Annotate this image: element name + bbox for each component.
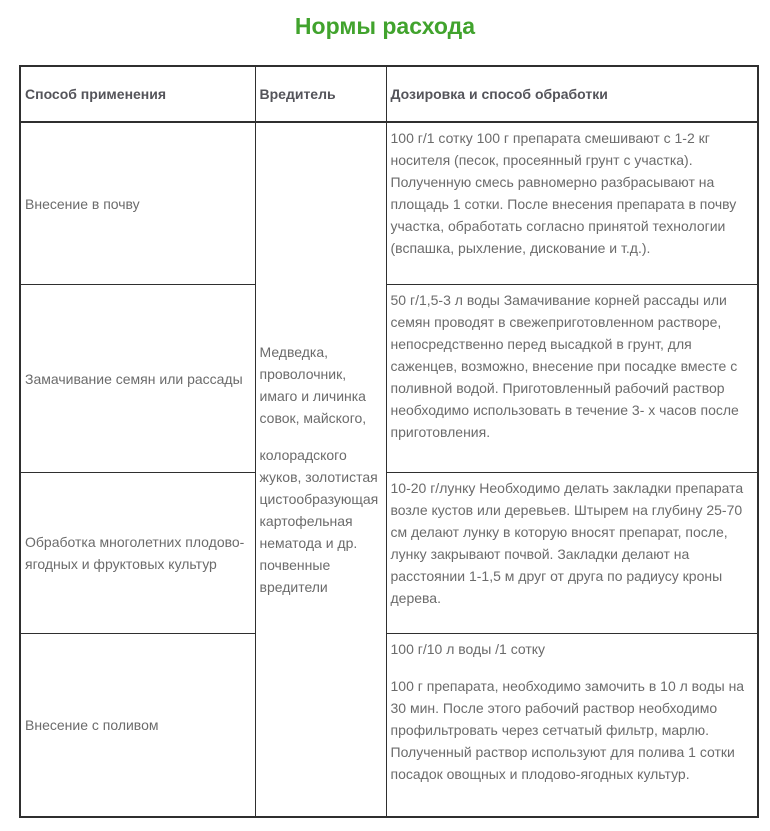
pest-paragraph: колорадского жуков, золотистая цистообразующая картофельная нематода и др. почвенные вредители bbox=[259, 447, 379, 595]
dosage-paragraph: 50 г/1,5-3 л воды Замачивание корней рассады или семян проводят в свежеприготовленном растворе, непосредственно перед высадкой в грунт, для саженцев, возможно, внесение при посадке вместе с поливной водой. Приготовленный рабочий раствор необходимо использовать в течение 3- х часов после приготовления. bbox=[390, 292, 739, 440]
pest-paragraph: Медведка, проволочник, имаго и личинка совок, майского, bbox=[259, 344, 367, 426]
method-cell-seed-soaking: Замачивание семян или рассады bbox=[20, 285, 255, 473]
dosage-paragraph: 100 г/1 сотку 100 г препарата смешивают с 1-2 кг носителя (песок, просеянный грунт с участка). Полученную смесь равномерно разбрасывают на площадь 1 сотки. После внесения препарата в почву участка, обработать согласно принятой технологии (вспашка, рыхление, дискование и т.д.). bbox=[390, 130, 737, 256]
table-row bbox=[20, 285, 758, 473]
table-row bbox=[20, 634, 758, 818]
table-header-row bbox=[20, 66, 758, 122]
pest-cell bbox=[255, 122, 386, 817]
table-row bbox=[20, 473, 758, 634]
dosage-cell-perennial-crops bbox=[386, 473, 758, 634]
method-cell-soil-application: Внесение в почву bbox=[20, 122, 255, 285]
column-header-pest: Вредитель bbox=[255, 66, 386, 122]
dosage-cell-soil-application bbox=[386, 122, 758, 285]
page-title: Нормы расхода bbox=[294, 13, 476, 39]
dosage-cell-watering-application bbox=[386, 634, 758, 818]
column-header-dosage: Дозировка и способ обработки bbox=[386, 66, 758, 122]
method-cell-perennial-crops: Обработка многолетних плодово-ягодных и фруктовых культур bbox=[20, 473, 255, 634]
column-header-method: Способ применения bbox=[20, 66, 255, 122]
table-row bbox=[20, 122, 758, 285]
method-cell-watering-application: Внесение с поливом bbox=[20, 634, 255, 818]
dosage-cell-seed-soaking bbox=[386, 285, 758, 473]
dosage-paragraph: 100 г препарата, необходимо замочить в 10 л воды на 30 мин. После этого рабочий раствор необходимо профильтровать через сетчатый фильтр, марлю. Полученный раствор используют для полива 1 сотки посадок овощных и плодово-ягодных культур. bbox=[390, 678, 745, 782]
consumption-rates-table bbox=[19, 65, 759, 818]
dosage-paragraph: 100 г/10 л воды /1 сотку bbox=[390, 641, 546, 657]
dosage-paragraph: 10-20 г/лунку Необходимо делать закладки препарата возле кустов или деревьев. Штырем на глубину 25-70 см делают лунку в которую вносят препарат, после, лунку закрывают почвой. Закладки делают на расстоянии 1-1,5 м друг от друга по радиусу кроны дерева. bbox=[390, 480, 744, 606]
